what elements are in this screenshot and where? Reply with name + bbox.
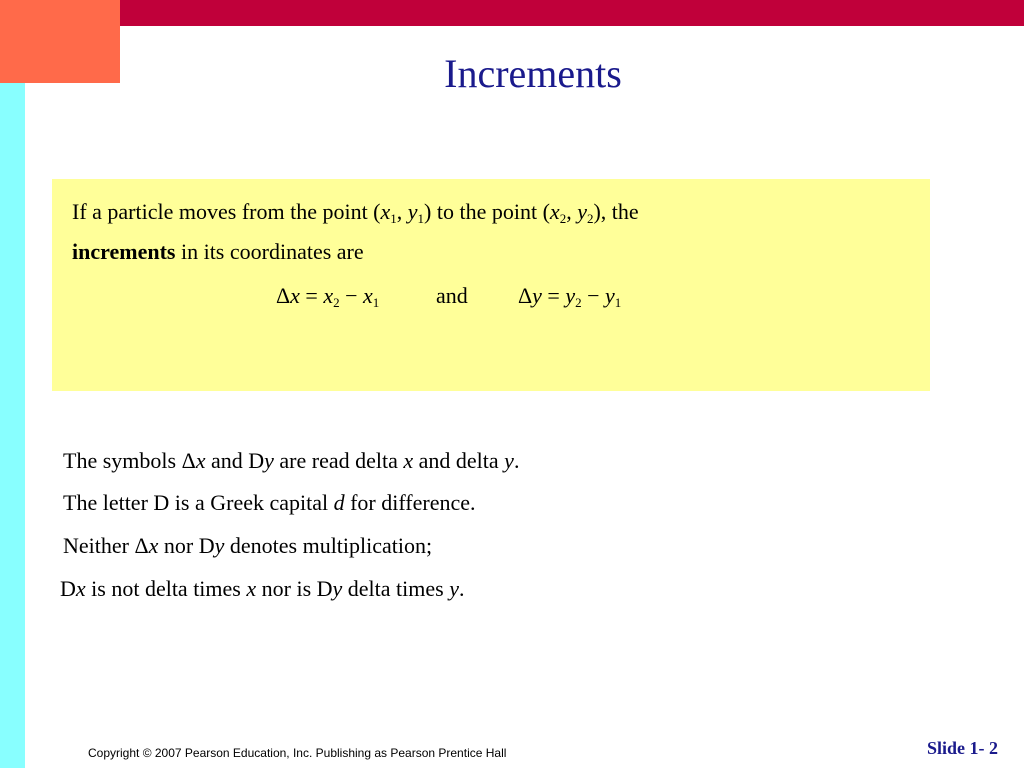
slide-title: Increments (444, 51, 622, 96)
delta-x-formula: $\Delta x = x_2 - x_1$ (276, 283, 380, 310)
definition-box (52, 179, 930, 391)
top-accent-bar (0, 0, 1024, 26)
note-line-3: Neither Δx nor Dy denotes multiplication; (63, 533, 433, 558)
and-text: and (436, 283, 468, 308)
definition-line-2: increments in its coordinates are (72, 239, 364, 264)
note-line-2: The letter D is a Greek capital d for difference. (63, 490, 476, 515)
copyright-footer: Copyright © 2007 Pearson Education, Inc. Publishing as Pearson Prentice Hall (88, 746, 507, 760)
delta-y-formula: $\Delta y = y_2 - y_1$ (518, 283, 622, 310)
note-line-1: The symbols Δx and Dy are read delta x and delta y. (63, 448, 520, 473)
slide-number: Slide 1- 2 (926, 738, 998, 758)
note-line-4: Dx is not delta times x nor is Dy delta times y. (60, 576, 465, 601)
definition-line-1: If a particle moves from the point ($x_1$, $y_1$) to the point ($x_2$, $y_2$), the (72, 199, 639, 226)
side-accent-bar (0, 83, 25, 768)
increments-term: increments (72, 239, 176, 264)
